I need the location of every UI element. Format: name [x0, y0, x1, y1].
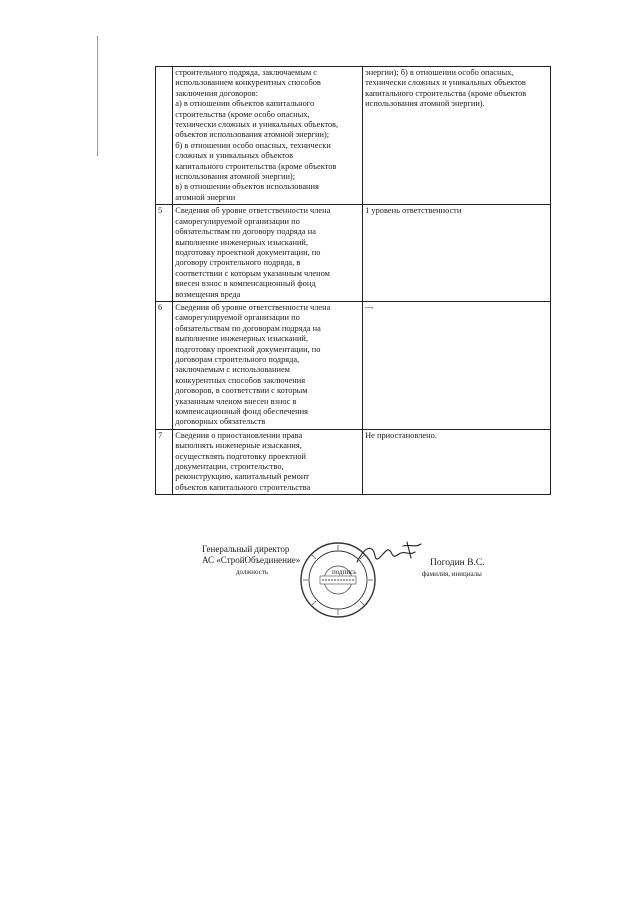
field-value-cell	[363, 67, 551, 205]
signer-title: Генеральный директор	[202, 544, 290, 554]
field-description-cell	[173, 67, 363, 205]
field-text-line: атомной энергии	[175, 192, 236, 202]
handwritten-signature	[355, 538, 425, 572]
field-text-line: объектов использования атомной энергии);	[175, 130, 330, 140]
value-text-line: энергии); б) в отношении особо опасных,	[365, 68, 514, 77]
field-text-line: заключаемым с использованием	[175, 365, 290, 375]
field-text-line: договорных обязательств	[175, 417, 266, 427]
field-text-line: Сведения о приостановлении права	[175, 430, 303, 440]
value-text-line: Не приостановлено.	[365, 430, 437, 440]
field-text-line: использования атомной энергии);	[175, 172, 296, 182]
table-row	[156, 67, 551, 205]
field-text-line: осуществлять подготовку проектной	[175, 451, 307, 461]
field-text-line: объектов капитального строительства	[175, 482, 311, 492]
field-text-line: использованием конкурентных способов	[175, 78, 321, 88]
row-number: 6	[156, 301, 173, 429]
field-text-line: реконструкцию, капитальный ремонт	[175, 472, 309, 482]
field-text-line: сложных и уникальных объектов	[175, 151, 294, 161]
field-text-line: указанным членом внесен взнос в	[175, 396, 297, 406]
signer-organization: АС «СтройОбъединение»	[202, 555, 301, 565]
field-description-cell	[173, 301, 363, 429]
field-text-line: строительного подряда, заключаемым с	[175, 68, 317, 77]
table-row	[156, 301, 551, 429]
field-text-line: документации, строительство,	[175, 462, 284, 472]
field-text-line: подготовку проектной документации, по	[175, 247, 321, 257]
name-caption: фамилия, инициалы	[422, 570, 482, 578]
field-description-cell	[173, 429, 363, 494]
field-text-line: капитального строительства (кроме объектов	[175, 161, 337, 171]
position-caption: должность	[236, 568, 269, 576]
field-text-line: договоров, в соответствии с которым	[175, 386, 308, 396]
field-text-line: обязательствам по договору подряда на	[175, 227, 316, 237]
field-text-line: компенсационный фонд обеспечения	[175, 407, 308, 416]
field-text-line: а) в отношении объектов капитального	[175, 99, 315, 109]
row-number: 5	[156, 205, 173, 302]
field-text-line: договорам строительного подряда,	[175, 354, 300, 364]
field-text-line: обязательствам по договорам подряда на	[175, 323, 321, 333]
value-text-line: технически сложных и уникальных объектов	[365, 78, 526, 88]
signer-name: Погодин В.С.	[430, 558, 485, 568]
value-text-line: 1 уровень ответственности	[365, 206, 462, 216]
field-text-line: выполнение инженерных изысканий,	[175, 334, 309, 344]
registry-extract-table	[155, 66, 551, 495]
row-number: 7	[156, 429, 173, 494]
row-number	[156, 67, 173, 205]
scan-edge-line	[97, 36, 98, 156]
value-text-line: использования атомной энергии).	[365, 99, 485, 109]
field-text-line: заключения договоров:	[175, 88, 258, 98]
field-text-line: конкурентных способов заключения	[175, 375, 306, 385]
field-description-cell	[173, 205, 363, 302]
value-text-line: ---	[365, 302, 374, 312]
field-text-line: соответствии с которым указанным членом	[175, 268, 330, 278]
field-text-line: саморегулируемой организации по	[175, 216, 300, 226]
field-text-line: в) в отношении объектов использования	[175, 182, 319, 192]
field-text-line: возмещения вреда	[175, 289, 241, 299]
field-text-line: технически сложных и уникальных объектов,	[175, 120, 339, 130]
field-text-line: внесен взнос в компенсационный фонд	[175, 279, 316, 289]
field-value-cell	[363, 429, 551, 494]
field-text-line: б) в отношении особо опасных, технически	[175, 140, 331, 150]
value-text-line: капитального строительства (кроме объектов	[365, 88, 527, 98]
field-text-line: договору строительного подряда, в	[175, 258, 301, 268]
field-text-line: Сведения об уровне ответственности члена	[175, 302, 331, 312]
field-text-line: саморегулируемой организации по	[175, 313, 300, 323]
field-value-cell	[363, 205, 551, 302]
field-text-line: строительства (кроме особо опасных,	[175, 109, 310, 119]
field-text-line: выполнять инженерные изыскания,	[175, 441, 302, 451]
signature-caption: подпись	[332, 568, 357, 576]
table-row	[156, 429, 551, 494]
field-text-line: подготовку проектной документации, по	[175, 344, 321, 354]
field-text-line: выполнение инженерных изысканий,	[175, 237, 309, 247]
field-value-cell	[363, 301, 551, 429]
table-row	[156, 205, 551, 302]
field-text-line: Сведения об уровне ответственности члена	[175, 206, 331, 216]
